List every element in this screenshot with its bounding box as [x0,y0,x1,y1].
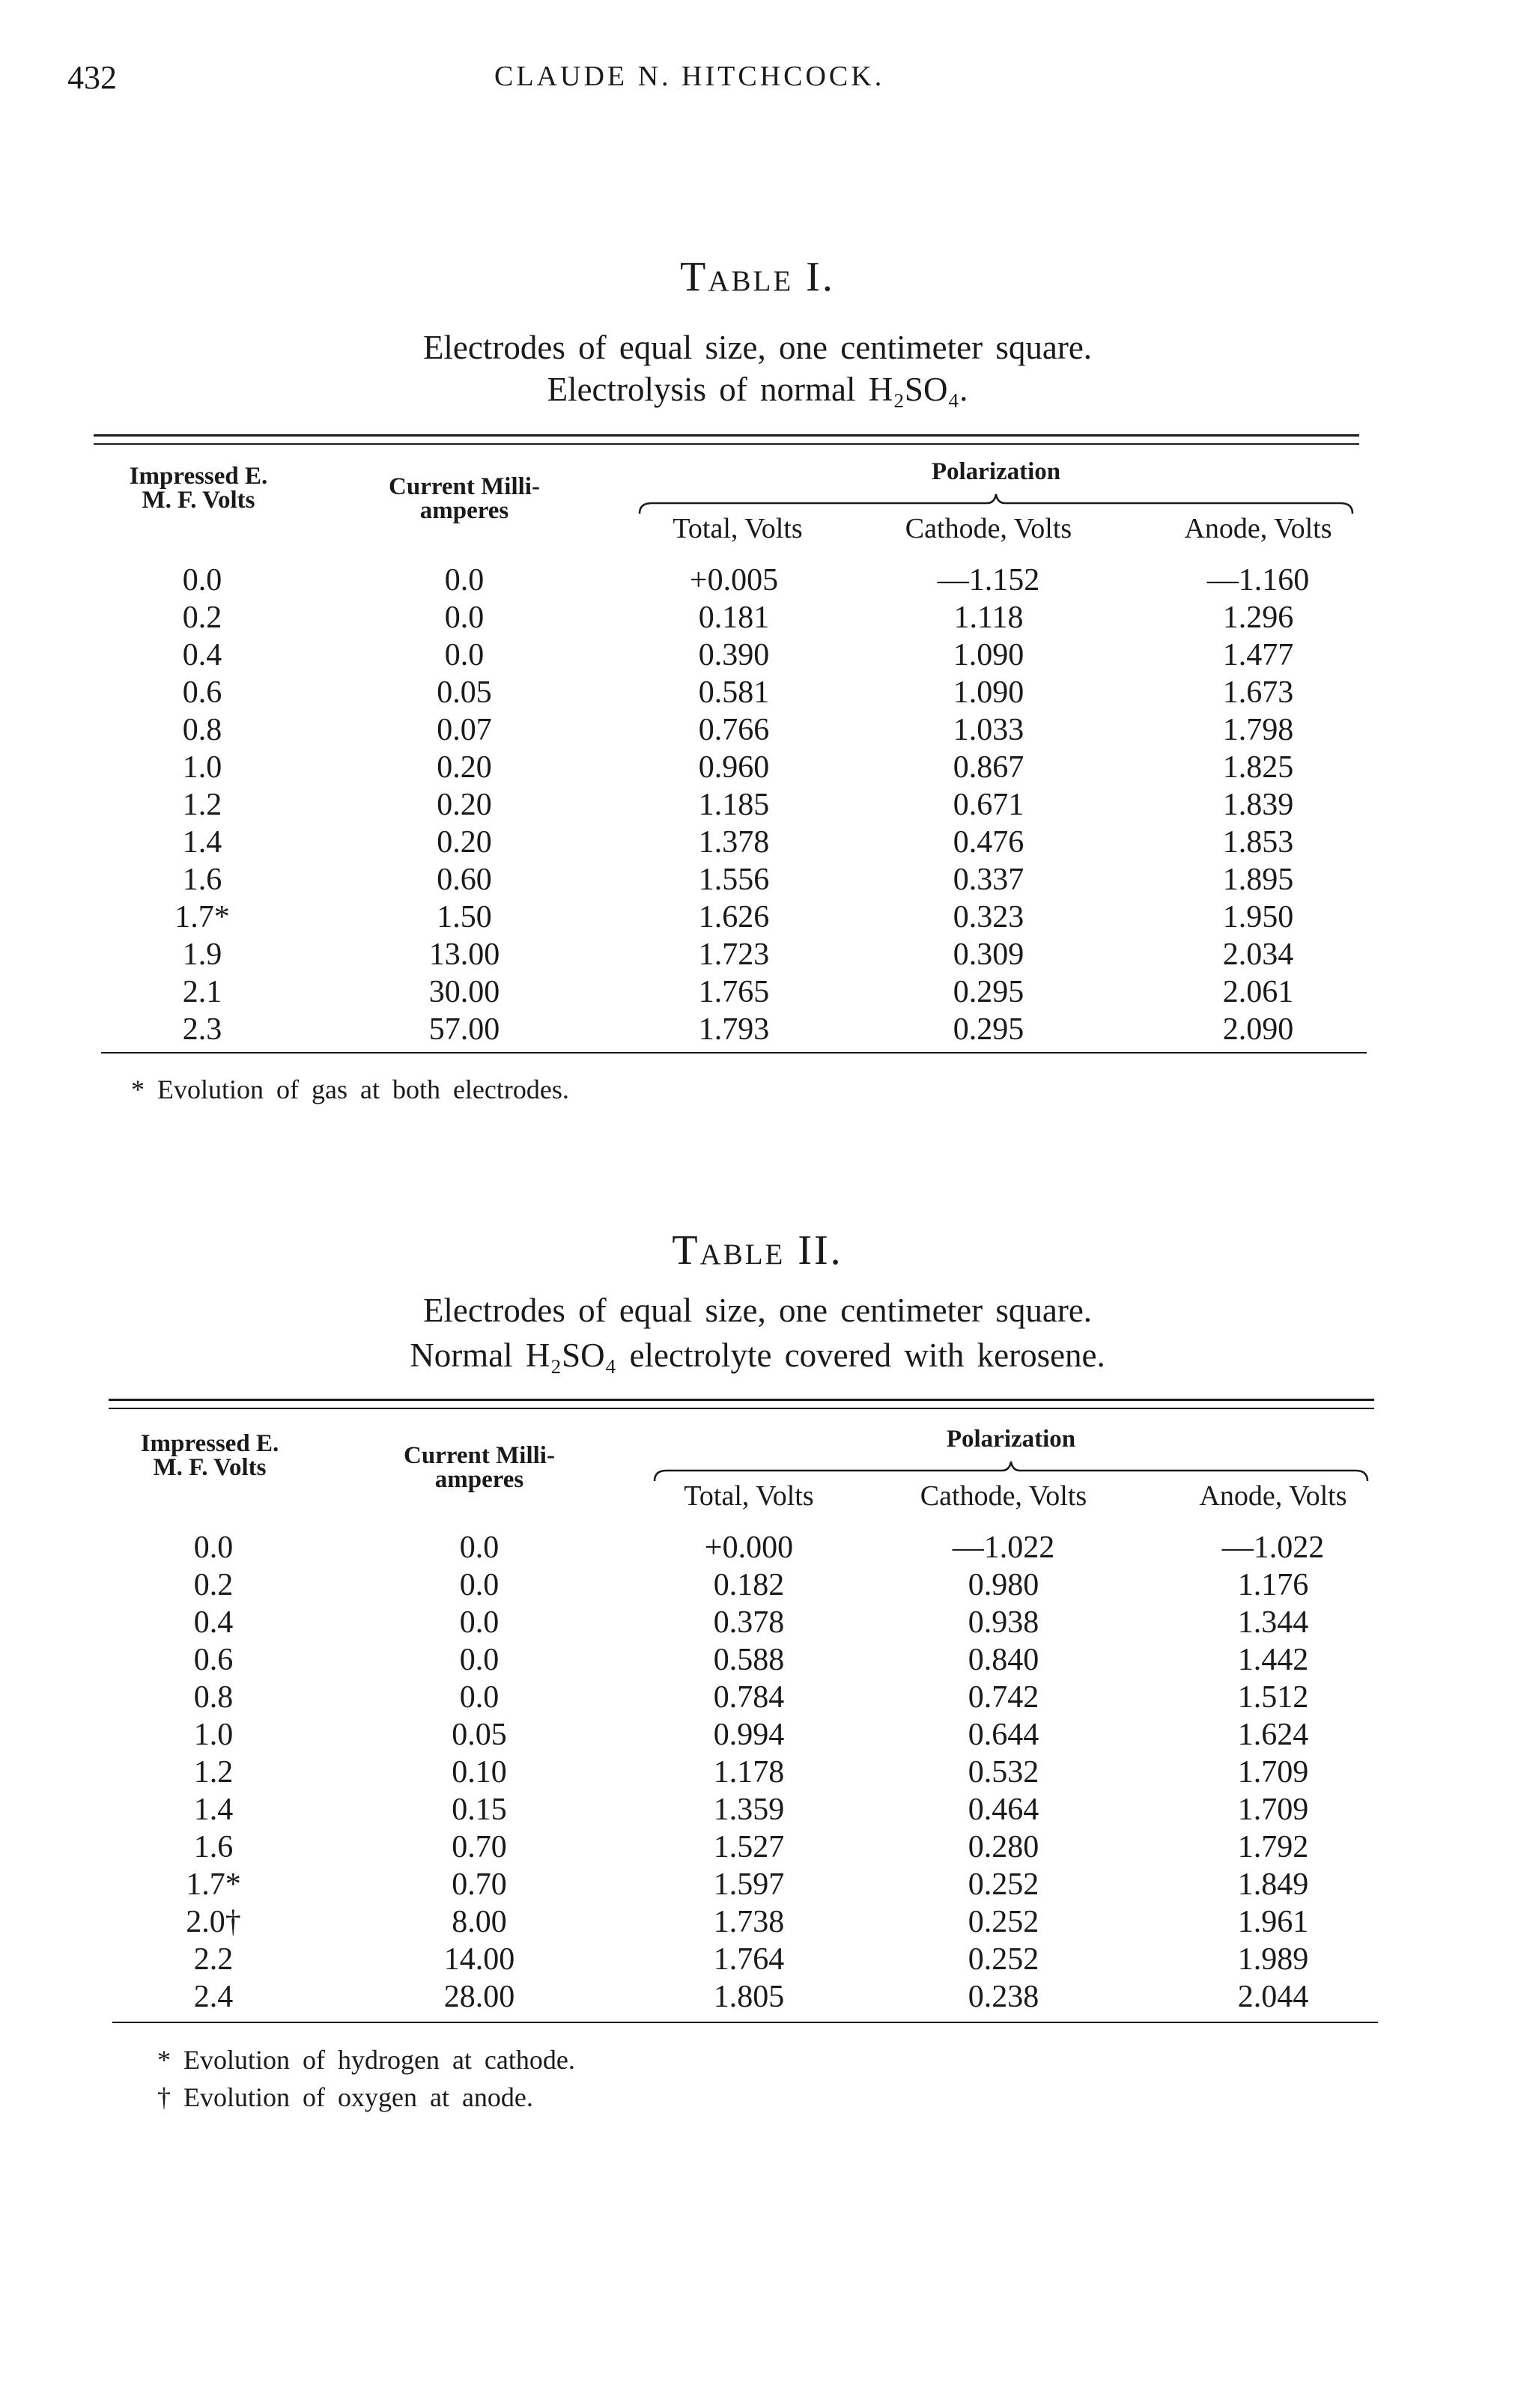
table-2-header-polarization: Polarization [946,1426,1076,1453]
table-2-top-rule-thin [109,1408,1374,1409]
table-cell: 0.0 [444,638,485,672]
table-2-header-total: Total, Volts [684,1480,814,1512]
table-cell: 1.296 [1222,601,1294,635]
table-cell: 1.792 [1237,1830,1309,1864]
table-2-title: Table II. [672,1227,843,1274]
table-cell: 2.061 [1222,975,1294,1009]
table-1-footnote: * Evolution of gas at both electrodes. [131,1074,569,1104]
table-cell: 1.090 [953,638,1024,672]
running-head: CLAUDE N. HITCHCOCK. [494,61,885,92]
table-cell: 0.295 [953,975,1024,1009]
table-cell: 0.238 [968,1980,1039,2014]
table-1-column-total [644,562,824,1048]
table-cell: 0.05 [452,1718,507,1752]
table-cell: 0.390 [698,638,770,672]
table-cell: +0.005 [689,563,779,598]
table-2-top-rule [109,1399,1374,1401]
table-cell: 1.344 [1237,1605,1309,1640]
table-1-header-total: Total, Volts [673,513,803,544]
table-2-column-impressed [146,1529,281,2016]
table-cell: —1.152 [937,563,1040,598]
table-cell: 1.597 [713,1867,785,1902]
table-cell: 2.4 [193,1980,234,2014]
table-cell: 1.709 [1237,1755,1309,1790]
table-cell: 0.295 [953,1012,1024,1047]
table-cell: 0.0 [459,1568,500,1602]
table-cell: 1.723 [698,937,770,972]
table-1-caption-line-1: Electrodes of equal size, one centimeter square. [422,329,1093,366]
table-cell: 2.0† [186,1905,241,1939]
table-cell: 0.2 [193,1568,234,1602]
table-cell: 0.60 [437,863,492,897]
table-cell: 1.0 [193,1718,234,1752]
table-cell: 1.9 [182,937,222,972]
table-cell: 1.2 [182,788,222,822]
table-cell: +0.000 [704,1530,794,1565]
table-cell: 0.0 [459,1530,500,1565]
table-cell: 1.2 [193,1755,234,1790]
table-cell: 0.644 [968,1718,1039,1752]
table-cell: 0.4 [193,1605,234,1640]
table-cell: 0.6 [182,675,222,710]
table-cell: 0.323 [953,900,1024,934]
table-cell: 0.05 [437,675,492,710]
table-cell: 0.0 [444,601,485,635]
table-1-caption-line-2: Electrolysis of normal H₂SO₄. [547,371,968,408]
table-cell: 1.849 [1237,1867,1309,1902]
table-2-column-cathode [914,1529,1093,2016]
table-cell: 1.4 [193,1793,234,1827]
table-1-column-current [397,562,532,1048]
table-cell: 0.476 [953,825,1024,860]
table-cell: 0.784 [713,1680,785,1715]
table-cell: 1.765 [698,975,770,1009]
table-cell: 1.839 [1222,788,1294,822]
table-cell: 1.7* [174,900,230,934]
table-cell: 0.6 [193,1643,234,1677]
table-cell: 1.118 [953,601,1024,635]
table-1-header-impressed: Impressed E. M. F. Volts [129,463,268,514]
table-cell: 2.090 [1222,1012,1294,1047]
table-1-header-current: Current Milli-amperes [389,473,540,524]
table-cell: 0.581 [698,675,770,710]
table-1-header-polarization: Polarization [931,458,1061,485]
table-cell: 1.793 [698,1012,770,1047]
table-cell: 0.532 [968,1755,1039,1790]
table-2-footnote-1: * Evolution of hydrogen at cathode. [157,2045,575,2075]
table-cell: 1.512 [1237,1680,1309,1715]
table-cell: 0.960 [698,750,770,785]
table-cell: 1.178 [713,1755,785,1790]
table-cell: 1.378 [698,825,770,860]
table-cell: 0.07 [437,713,492,747]
table-cell: 0.10 [452,1755,507,1790]
table-cell: 0.588 [713,1643,785,1677]
table-cell: 0.378 [713,1605,785,1640]
table-2-header-cathode: Cathode, Volts [920,1480,1087,1512]
table-cell: 0.867 [953,750,1024,785]
table-2-header-impressed: Impressed E. M. F. Volts [140,1430,279,1481]
table-2-caption-line-2: Normal H₂SO₄ electrolyte covered with kerosene. [410,1337,1105,1374]
table-cell: 0.70 [452,1830,507,1864]
table-cell: 1.185 [698,788,770,822]
table-2-header-current: Current Milli-amperes [404,1442,555,1493]
table-cell: 0.182 [713,1568,785,1602]
table-cell: 0.252 [968,1942,1039,1977]
table-cell: 0.0 [459,1680,500,1715]
table-cell: 30.00 [428,975,500,1009]
table-cell: 0.252 [968,1905,1039,1939]
table-cell: 0.464 [968,1793,1039,1827]
table-cell: 1.4 [182,825,222,860]
table-cell: —1.022 [1221,1530,1325,1565]
table-1-header-cathode: Cathode, Volts [905,513,1072,544]
table-cell: 0.0 [182,563,222,598]
table-2-column-total [659,1529,839,2016]
table-cell: 0.0 [459,1605,500,1640]
table-cell: 57.00 [428,1012,500,1047]
table-cell: 1.738 [713,1905,785,1939]
table-cell: 2.044 [1237,1980,1309,2014]
table-cell: 0.0 [193,1530,234,1565]
table-cell: 0.0 [459,1643,500,1677]
table-cell: 2.2 [193,1942,234,1977]
table-cell: 0.8 [193,1680,234,1715]
table-cell: 1.825 [1222,750,1294,785]
table-cell: 0.20 [437,750,492,785]
table-cell: 14.00 [443,1942,515,1977]
table-cell: 0.994 [713,1718,785,1752]
table-cell: 1.853 [1222,825,1294,860]
table-1-column-impressed [135,562,270,1048]
table-cell: 1.798 [1222,713,1294,747]
table-1-top-rule [94,434,1359,437]
table-1-column-cathode [899,562,1078,1048]
table-cell: 1.50 [437,900,492,934]
table-cell: 0.742 [968,1680,1039,1715]
table-cell: 1.0 [182,750,222,785]
table-1-bottom-rule [101,1052,1367,1054]
table-cell: 0.20 [437,825,492,860]
table-cell: 0.70 [452,1867,507,1902]
table-cell: 1.624 [1237,1718,1309,1752]
table-cell: 0.4 [182,638,222,672]
table-cell: 0.980 [968,1568,1039,1602]
table-cell: 1.477 [1222,638,1294,672]
table-cell: 1.673 [1222,675,1294,710]
table-2-bottom-rule [112,2022,1378,2023]
table-cell: —1.160 [1206,563,1310,598]
table-cell: 13.00 [428,937,500,972]
table-cell: 2.034 [1222,937,1294,972]
table-cell: 1.950 [1222,900,1294,934]
table-cell: 1.033 [953,713,1024,747]
table-cell: 0.8 [182,713,222,747]
table-1-top-rule-thin [94,443,1359,445]
table-cell: 1.709 [1237,1793,1309,1827]
table-cell: 1.626 [698,900,770,934]
table-1-title: Table I. [680,254,835,300]
table-cell: 28.00 [443,1980,515,2014]
table-cell: 1.442 [1237,1643,1309,1677]
table-cell: 0.2 [182,601,222,635]
table-cell: 0.252 [968,1867,1039,1902]
table-cell: 0.671 [953,788,1024,822]
table-cell: 8.00 [452,1905,507,1939]
table-cell: 1.6 [193,1830,234,1864]
table-cell: 1.359 [713,1793,785,1827]
table-cell: 0.938 [968,1605,1039,1640]
table-cell: 0.20 [437,788,492,822]
table-cell: 0.766 [698,713,770,747]
table-cell: 0.0 [444,563,485,598]
table-cell: 1.176 [1237,1568,1309,1602]
table-cell: 0.840 [968,1643,1039,1677]
table-cell: 0.280 [968,1830,1039,1864]
table-2-column-anode [1183,1529,1363,2016]
table-cell: 1.895 [1222,863,1294,897]
table-2-caption-line-1: Electrodes of equal size, one centimeter square. [422,1292,1093,1329]
table-cell: 1.764 [713,1942,785,1977]
table-cell: 1.6 [182,863,222,897]
table-cell: 1.7* [186,1867,241,1902]
table-cell: 1.961 [1237,1905,1309,1939]
table-cell: 0.181 [698,601,770,635]
table-2-footnote-2: † Evolution of oxygen at anode. [157,2082,533,2112]
table-cell: 1.805 [713,1980,785,2014]
table-cell: 1.527 [713,1830,785,1864]
table-cell: 2.1 [182,975,222,1009]
table-cell: —1.022 [952,1530,1055,1565]
table-1-header-anode: Anode, Volts [1184,513,1332,544]
page-number: 432 [67,59,117,96]
table-1-column-anode [1168,562,1348,1048]
table-cell: 1.989 [1237,1942,1309,1977]
table-cell: 2.3 [182,1012,222,1047]
table-cell: 1.090 [953,675,1024,710]
table-2-column-current [412,1529,547,2016]
table-cell: 1.556 [698,863,770,897]
table-2-header-anode: Anode, Volts [1199,1480,1347,1512]
table-cell: 0.15 [452,1793,507,1827]
table-cell: 0.337 [953,863,1024,897]
table-cell: 0.309 [953,937,1024,972]
